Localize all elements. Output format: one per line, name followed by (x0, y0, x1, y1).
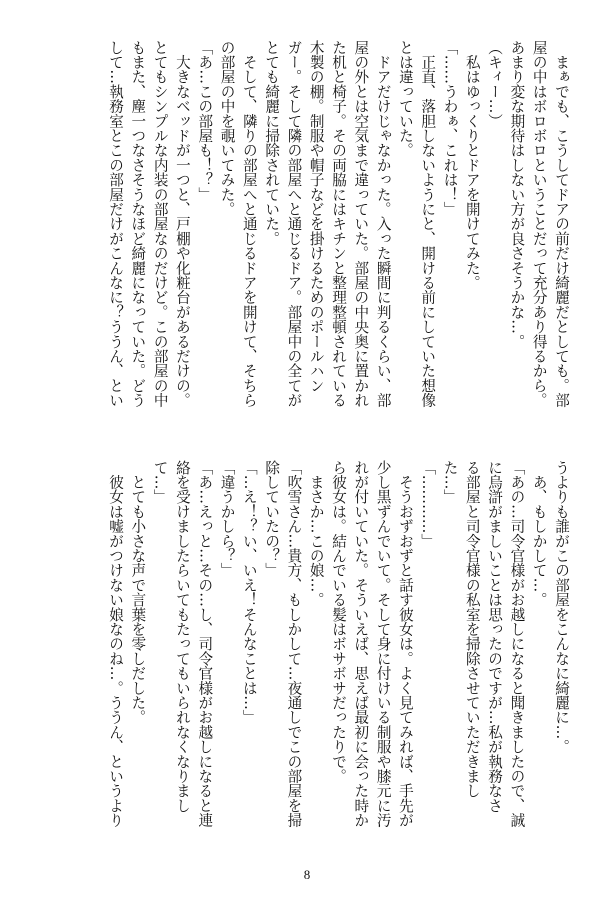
text-line: 「…………」 (419, 460, 437, 549)
text-line: とても綺麗に掃除されていた。 (263, 40, 281, 246)
text-line: そして、隣りの部屋へと通じるドアを開けて、そちら (240, 40, 258, 408)
text-line: して…執務室とこの部屋だけがこんなに？ううん、とい (107, 40, 125, 408)
text-line: 私はゆっくりとドアを開けてみた。 (463, 40, 481, 290)
text-line: た机と椅子。その両脇にはキチンと整理整頓されている (330, 40, 348, 408)
text-line: の部屋の中を覗いてみた。 (218, 40, 236, 217)
text-line: 屋の中はボロボロということだって充分あり得るから。 (530, 40, 548, 408)
text-line: 木製の棚。制服や帽子などを掛けるためのポールハン (307, 40, 325, 393)
text-line: に烏滸がましいことは思ったのですが…私が執務なさ (486, 460, 504, 813)
text-line: ドアだけじゃなかった。入った瞬間に判るくらい、部 (374, 40, 392, 408)
text-line: 彼女は嘘がつけない娘なのね…。ううん、というより (107, 460, 125, 828)
text-line: 「あ…この部屋も！？」 (196, 40, 214, 202)
text-line: ガー。そして隣の部屋へと通じるドア。部屋中の全てが (285, 40, 303, 408)
text-line: れが付いていた。そういえば、思えば最初に会った時か (352, 460, 370, 828)
text-line: そうおずおずと話す彼女は。よく見てみれば、手先が (396, 460, 414, 828)
text-line: あまり変な期待はしない方が良さそうかな…。 (508, 40, 526, 349)
text-line: る部屋と司令官様の私室を掃除させていただきまし (463, 460, 481, 799)
text-line: 大きなベッドが一つと、戸棚や化粧台があるだけの。 (173, 40, 191, 408)
top-text-block (104, 40, 572, 432)
text-line: 「吹雪さん…貴方、もしかして…夜通しでこの部屋を掃 (285, 460, 303, 828)
text-line: うよりも誰がこの部屋をこんなに綺麗に…。 (553, 460, 570, 754)
text-line: て…」 (151, 460, 169, 505)
text-line: た…」 (441, 460, 459, 505)
text-line: 「…え！？い、いえ！そんなことは…」 (240, 460, 258, 725)
page-number: 8 (303, 867, 311, 882)
text-line: 除していたの？」 (263, 460, 281, 578)
text-line: とは違っていた。 (396, 40, 414, 158)
text-line: 「違うかしら？」 (218, 460, 236, 578)
text-line: 絡を受けましたらいてもたってもいられなくなりまし (173, 460, 191, 813)
text-line: とても小さな声で言葉を零しだした。 (129, 460, 147, 725)
text-line: 少し黒ずんでいて。そして身に付けいる制服や膝元に汚 (374, 460, 392, 828)
text-line: とてもシンプルな内装の部屋なのだけど。この部屋の中 (151, 40, 169, 408)
text-line: 屋の外とは空気まで違っていた。部屋の中央奥に置かれ (352, 40, 370, 408)
text-line: 「……うわぁ、これは！」 (441, 40, 459, 217)
text-line: （キィー…） (486, 40, 504, 129)
bottom-text-block (104, 460, 572, 852)
text-line: もまた、塵一つなさそうなほど綺麗になっていた。どう (129, 40, 147, 408)
text-line: あ、もしかして…。 (530, 460, 548, 607)
text-line: まさか…この娘…。 (307, 460, 325, 607)
text-line: ら彼女は。結んでいる髪はボサボサだったりで。 (330, 460, 348, 784)
text-line: まぁでも、こうしてドアの前だけ綺麗だとしても。部 (553, 40, 570, 408)
text-line: 「あの…司令官様がお越しになると聞きましたので、誠 (508, 460, 526, 828)
text-line: 「あ…えっと…その…し、司令官様がお越しになると連 (196, 460, 214, 828)
text-line: 正直、落胆しないようにと、開ける前にしていた想像 (419, 40, 437, 408)
